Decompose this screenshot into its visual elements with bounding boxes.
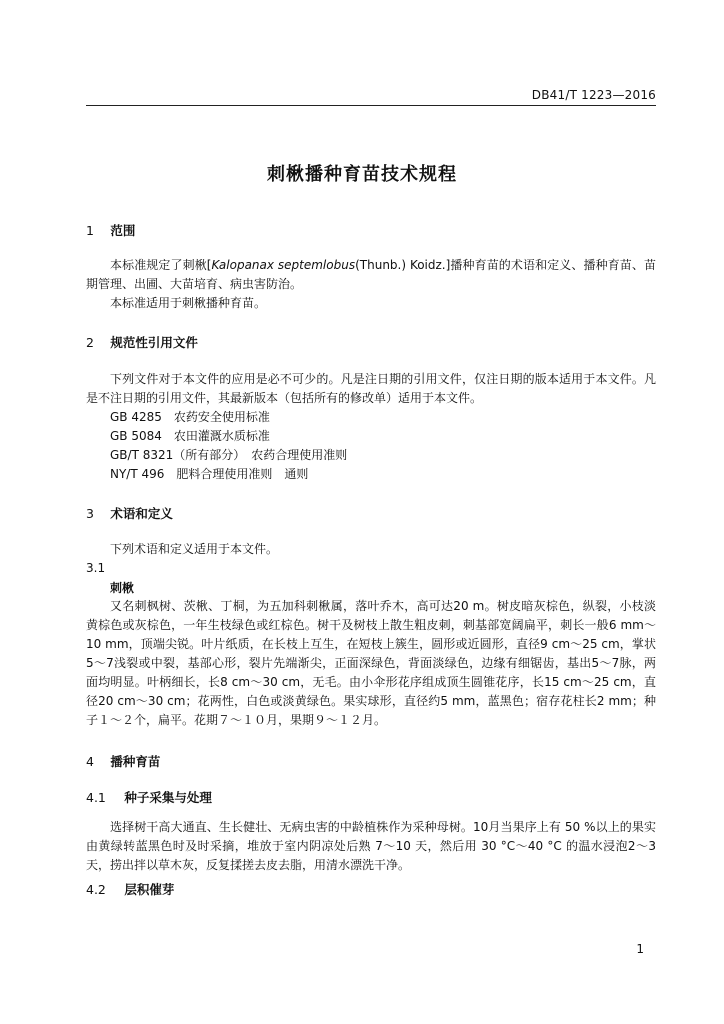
term-number: 3.1: [86, 561, 106, 575]
section-number: 3: [86, 506, 94, 521]
scope-text-b: (Thunb.) Koidz.]播种育苗的术语和定义、播种育苗、苗期管理、出圃、大苗培育、病虫害防治。: [86, 258, 657, 291]
reference-item: GB 5084 农田灌溉水质标准: [110, 429, 270, 443]
latin-name: Kalopanax septemlobus: [211, 258, 356, 272]
section-heading-4: [86, 752, 160, 770]
reference-item: GB 4285 农药安全使用标准: [110, 410, 270, 424]
header-rule: [86, 105, 656, 106]
term-definition: 又名刺枫树、茨楸、丁桐，为五加科刺楸属，落叶乔木，高可达20 m。树皮暗灰棕色，纵裂，小枝淡黄棕色或灰棕色，一年生枝绿色或红棕色。树干及树枝上散生粗皮刺，刺基部宽阔扁平，刺长一般6 mm～10 mm，顶端尖锐。叶片纸质，在长枝上互生，在短枝上簇生，圆形或近圆形，直径9 cm～25 cm，掌状5～7浅裂或中裂，基部心形，裂片先端渐尖，正面深绿色，背面淡绿色，边缘有细锯齿，基出5～7脉，两面均明显。叶柄细长，长8 cm～30 cm，无毛。由小伞形花序组成顶生圆锥花序，长15 cm～25 cm，直径20 cm～30 cm；花两性，白色或淡黄绿色。果实球形，直径约5 mm，蓝黑色；宿存花柱长2 mm；种子１～２个，扁平。花期７～１０月，果期９～１２月。: [86, 599, 656, 727]
scope-paragraph: [86, 256, 656, 294]
section-title: 播种育苗: [110, 754, 161, 769]
reference-item: NY/T 496 肥料合理使用准则 通则: [110, 467, 309, 481]
term-name: 刺楸: [110, 581, 135, 595]
section-number: 1: [86, 223, 94, 238]
section-heading-1: [86, 221, 135, 239]
subsection-title: 层积催芽: [124, 882, 175, 897]
subsection-number: 4.1: [86, 790, 106, 805]
document-number: DB41/T 1223—2016: [531, 88, 656, 102]
section-title: 术语和定义: [110, 506, 173, 521]
section-title: 规范性引用文件: [110, 335, 198, 350]
page-number: 1: [636, 942, 644, 956]
section-heading-3: [86, 504, 173, 522]
reference-item: GB/T 8321（所有部分） 农药合理使用准则: [110, 448, 348, 462]
document-title: 刺楸播种育苗技术规程: [267, 164, 457, 185]
subsection-title: 种子采集与处理: [124, 790, 212, 805]
normative-intro: 下列文件对于本文件的应用是必不可少的。凡是注日期的引用文件，仅注日期的版本适用于本文件。凡是不注日期的引用文件，其最新版本（包括所有的修改单）适用于本文件。: [86, 372, 656, 405]
terms-intro: 下列术语和定义适用于本文件。: [110, 542, 279, 556]
section-number: 4: [86, 754, 94, 769]
seed-collection-paragraph: 选择树干高大通直、生长健壮、无病虫害的中龄植株作为采种母树。10月当果序上有 50 %以上的果实由黄绿转蓝黑色时及时采摘，堆放于室内阴凉处后熟 7～10 天，然后用 30 °C～40 °C 的温水浸泡2～3天，捞出拌以草木灰，反复揉搓去皮去脂，用清水漂洗干净。: [86, 820, 656, 872]
subsection-number: 4.2: [86, 882, 106, 897]
scope-text-a: 本标准规定了刺楸[: [110, 258, 212, 272]
subsection-heading-4-1: [86, 788, 212, 806]
section-heading-2: [86, 333, 198, 351]
scope-applicability: 本标准适用于刺楸播种育苗。: [110, 296, 267, 310]
section-title: 范围: [110, 223, 136, 238]
subsection-heading-4-2: [86, 880, 174, 898]
section-number: 2: [86, 335, 94, 350]
